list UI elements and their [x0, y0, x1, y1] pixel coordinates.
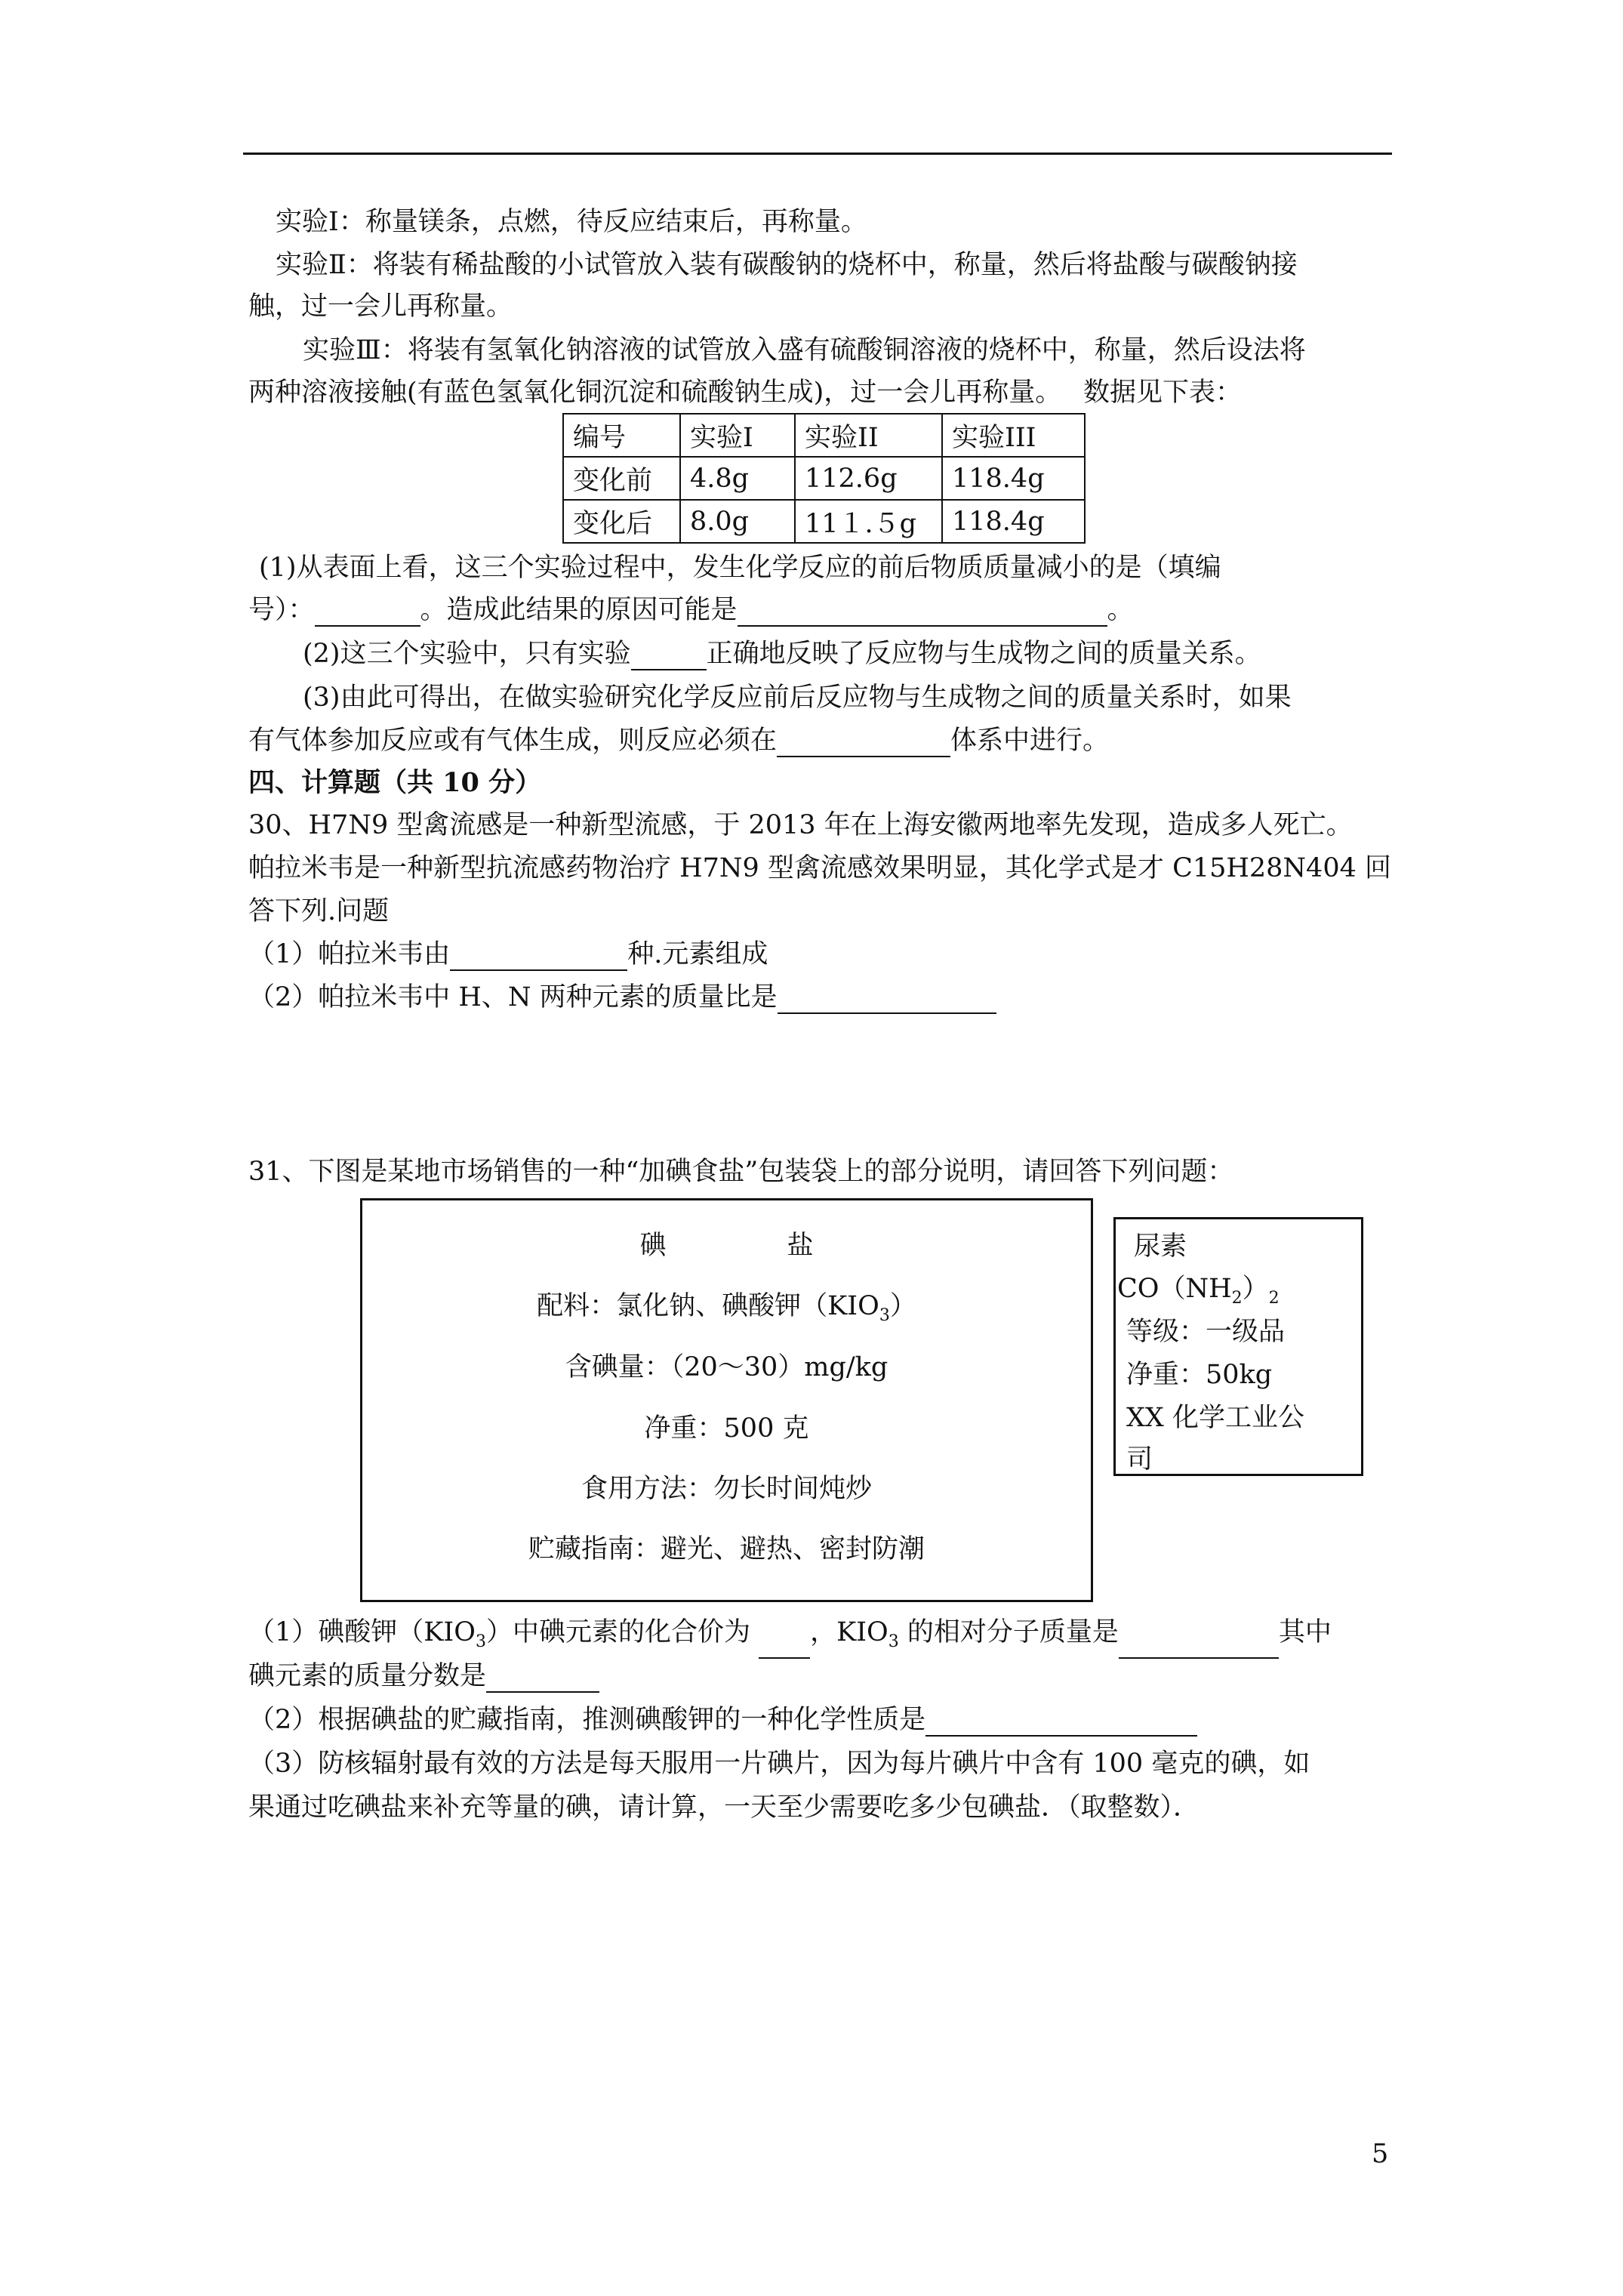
problem-30-line2: 帕拉米韦是一种新型抗流感药物治疗 H7N9 型禽流感效果明显，其化学式是才 C15H28N404 回 — [248, 853, 1391, 883]
answer-blank[interactable] — [450, 942, 627, 971]
answer-blank[interactable] — [486, 1664, 599, 1693]
salt-title: 碘 盐 — [639, 1231, 814, 1261]
problem-30-q2: （2）帕拉米韦中 H、N 两种元素的质量比是 — [248, 981, 996, 1014]
table-cell: 变化后 — [563, 500, 680, 543]
salt-storage: 贮藏指南：避光、避热、密封防潮 — [528, 1534, 925, 1564]
table-cell: 实验III — [942, 414, 1085, 457]
experiment-2-line2: 触，过一会儿再称量。 — [248, 291, 513, 322]
data-table — [562, 413, 1086, 544]
question-2: (2)这三个实验中，只有实验 正确地反映了反应物与生成物之间的质量关系。 — [303, 639, 1261, 669]
experiment-3-line2: 两种溶液接触(有蓝色氢氧化铜沉淀和硫酸钠生成)，过一会儿再称量。 数据见下表： — [248, 378, 1242, 408]
problem-30-q1: （1）帕拉米韦由 种.元素组成 — [248, 939, 768, 969]
urea-company: XX 化学工业公 — [1126, 1403, 1304, 1433]
experiment-3-line1: 实验Ⅲ：将装有氢氧化钠溶液的试管放入盛有硫酸铜溶液的烧杯中，称量，然后设法将 — [303, 335, 1306, 365]
table-cell: 编号 — [563, 414, 680, 457]
problem-31-intro: 31、下图是某地市场销售的一种“加碘食盐”包装袋上的部分说明，请回答下列问题： — [248, 1157, 1234, 1187]
salt-iodine-content: 含碘量：（20～30）mg/kg — [565, 1352, 888, 1382]
problem-30-line3: 答下列.问题 — [248, 896, 390, 926]
answer-blank[interactable] — [925, 1708, 1197, 1737]
table-cell: 112.6g — [795, 457, 942, 500]
answer-blank[interactable] — [1119, 1630, 1279, 1659]
question-1-line2: 号）： 。造成此结果的原因可能是 。 — [248, 595, 1134, 625]
table-row — [563, 500, 1085, 543]
urea-formula: $CO(NH_2)_2$ — [1117, 1274, 1280, 1308]
answer-blank[interactable] — [315, 598, 420, 627]
answer-blank[interactable] — [631, 642, 707, 670]
experiment-1-text: 实验Ⅰ：称量镁条，点燃，待反应结束后，再称量。 — [276, 207, 867, 237]
answer-blank[interactable] — [778, 985, 996, 1014]
salt-ingredients: 配料：氯化钠、碘酸钾$(KIO_3)$ — [537, 1291, 916, 1325]
experiment-2-line1: 实验Ⅱ：将装有稀盐酸的小试管放入装有碳酸钠的烧杯中，称量，然后将盐酸与碳酸钠接 — [276, 250, 1298, 280]
question-1-line1: (1)从表面上看，这三个实验过程中，发生化学反应的前后物质质量减小的是（填编 — [259, 553, 1221, 583]
urea-label-box — [1113, 1217, 1363, 1476]
salt-usage: 食用方法：勿长时间炖炒 — [581, 1474, 872, 1504]
problem-31-q1-line1: （1）碘酸钾$(KIO_3)$中碘元素的化合价为 ，$KIO_3$ 的相对分子质量是 其中 — [248, 1616, 1332, 1659]
problem-30-line1: 30、H7N9 型禽流感是一种新型流感，于 2013 年在上海安徽两地率先发现，造成多人死亡。 — [248, 810, 1353, 840]
table-row — [563, 457, 1085, 500]
urea-weight: 净重：50kg — [1126, 1360, 1273, 1390]
answer-blank[interactable] — [777, 729, 950, 757]
table-cell: 变化前 — [563, 457, 680, 500]
problem-31-q3-line1: （3）防核辐射最有效的方法是每天服用一片碘片，因为每片碘片中含有 100 毫克的碘，如 — [248, 1749, 1310, 1779]
table-cell: 4.8g — [680, 457, 795, 500]
urea-company-cont: 司 — [1126, 1444, 1153, 1475]
table-cell: 实验II — [795, 414, 942, 457]
header-rule — [243, 153, 1392, 155]
table-cell: 实验Ⅰ — [680, 414, 795, 457]
table-cell: 118.4g — [942, 500, 1085, 543]
urea-title: 尿素 — [1134, 1231, 1187, 1262]
page-number: 5 — [1372, 2139, 1389, 2169]
table-row — [563, 414, 1085, 457]
salt-net-weight: 净重：500 克 — [644, 1413, 809, 1444]
problem-31-q1-line2: 碘元素的质量分数是 — [248, 1660, 599, 1693]
question-3-line2: 有气体参加反应或有气体生成，则反应必须在 体系中进行。 — [248, 726, 1110, 756]
problem-31-q3-line2: 果通过吃碘盐来补充等量的碘，请计算，一天至少需要吃多少包碘盐．（取整数）． — [248, 1792, 1200, 1823]
answer-blank[interactable] — [738, 598, 1107, 627]
table-cell: 8.0g — [680, 500, 795, 543]
urea-grade: 等级：一级品 — [1126, 1317, 1286, 1347]
section-heading: 四、计算题（共 10 分） — [248, 767, 542, 798]
table-cell: 118.4g — [942, 457, 1085, 500]
problem-31-q2: （2）根据碘盐的贮藏指南，推测碘酸钾的一种化学性质是 — [248, 1703, 1197, 1737]
answer-blank[interactable] — [759, 1630, 810, 1659]
salt-label-box — [360, 1198, 1093, 1602]
question-3-line1: (3)由此可得出，在做实验研究化学反应前后反应物与生成物之间的质量关系时，如果 — [303, 683, 1292, 713]
table-cell: 11１.５g — [795, 500, 942, 543]
